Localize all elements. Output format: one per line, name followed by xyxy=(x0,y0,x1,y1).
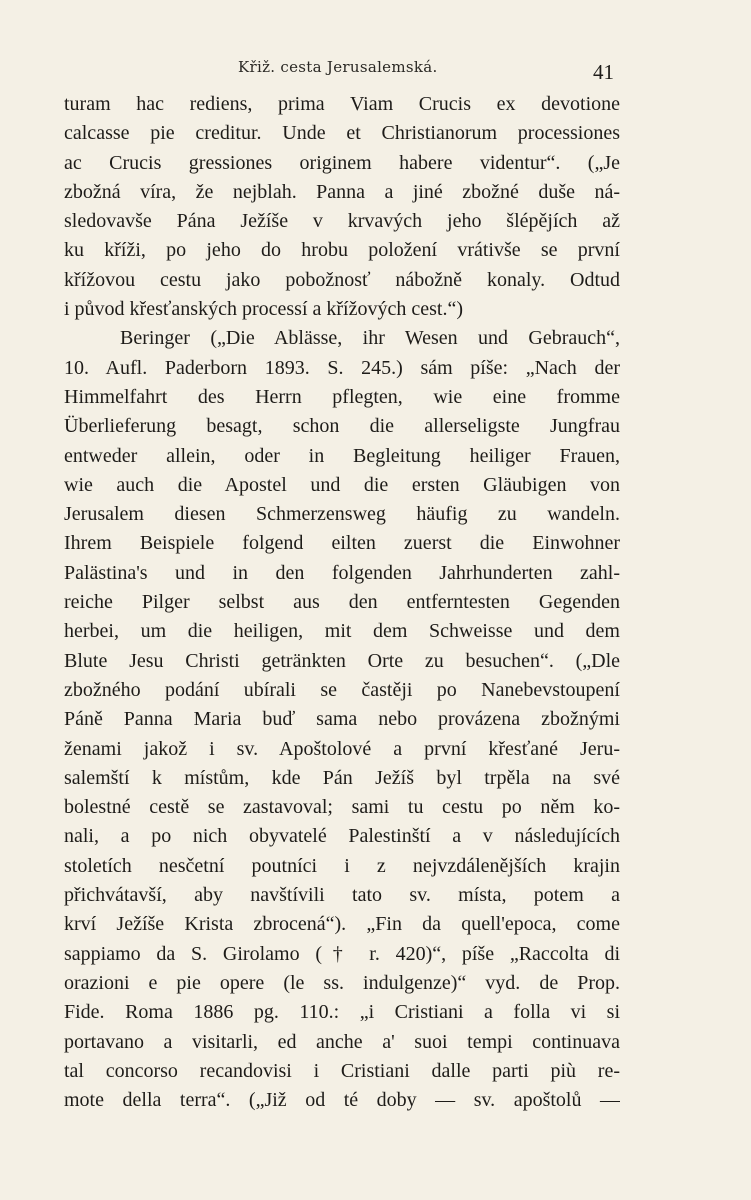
text-line: i původ křesťanských processí a křížových cest.“) xyxy=(64,298,463,321)
text-line: ženami jakož i sv. Apoštolové a první křesťané Jeru- xyxy=(64,737,620,760)
text-line: křížovou cestu jako pobožnosť nábožně konaly. Odtud xyxy=(64,268,620,291)
text-line: přichvátavší, aby navštívili tato sv. místa, potem a xyxy=(64,884,620,907)
text-line: salemští k místům, kde Pán Ježíš byl trpěla na své xyxy=(64,766,620,789)
text-line: Páně Panna Maria buď sama nebo provázena zbožnými xyxy=(64,708,620,731)
text-line: portavano a visitarli, ed anche a' suoi tempi continuava xyxy=(64,1030,620,1053)
text-line: calcasse pie creditur. Unde et Christianorum processiones xyxy=(64,122,620,145)
text-line: entweder allein, oder in Begleitung heiliger Frauen, xyxy=(64,444,620,467)
text-line: Fide. Roma 1886 pg. 110.: „i Cristiani a folla vi si xyxy=(64,1001,620,1024)
text-line: herbei, um die heiligen, mit dem Schweisse und dem xyxy=(64,620,620,643)
body-text xyxy=(64,90,620,1115)
text-line: Himmelfahrt des Herrn pflegten, wie eine fromme xyxy=(64,385,620,408)
text-line: zbožného podání ubírali se častěji po Nanebevstoupení xyxy=(64,678,620,701)
text-line: nali, a po nich obyvatelé Palestinští a v následujících xyxy=(64,825,620,848)
text-line: turam hac rediens, prima Viam Crucis ex devotione xyxy=(64,93,620,115)
text-line: mote della terra“. („Již od té doby — sv. apoštolů — xyxy=(64,1089,620,1112)
text-line: sappiamo da S. Girolamo († r. 420)“, píše „Raccolta di xyxy=(64,942,620,965)
text-line: ac Crucis gressiones originem habere videntur“. („Je xyxy=(64,151,620,174)
text-line: Blute Jesu Christi getränkten Orte zu besuchen“. („Dle xyxy=(64,649,620,672)
text-line: bolestné cestě se zastavoval; sami tu cestu po něm ko- xyxy=(64,796,620,819)
text-line: sledovavše Pána Ježíše v krvavých jeho šlépějích až xyxy=(64,210,620,233)
text-line: Überlieferung besagt, schon die allerseligste Jungfrau xyxy=(64,415,620,438)
running-title: Křiž. cesta Jerusalemská. xyxy=(238,58,438,76)
text-line: Jerusalem diesen Schmerzensweg häufig zu wandeln. xyxy=(64,503,620,526)
text-line: Beringer („Die Ablässe, ihr Wesen und Gebrauch“, xyxy=(120,327,620,350)
page-number: 41 xyxy=(593,60,614,84)
text-line: orazioni e pie opere (le ss. indulgenze)“ vyd. de Prop. xyxy=(64,971,620,994)
text-line: zbožná víra, že nejblah. Panna a jiné zbožné duše ná- xyxy=(64,180,620,203)
text-line: reiche Pilger selbst aus den entferntesten Gegenden xyxy=(64,591,620,614)
text-line: Ihrem Beispiele folgend eilten zuerst die Einwohner xyxy=(64,532,620,555)
text-line: stoletích nesčetní poutníci i z nejvzdálenějších krajin xyxy=(64,854,620,877)
text-line: 10. Aufl. Paderborn 1893. S. 245.) sám píše: „Nach der xyxy=(64,356,620,379)
text-line: tal concorso recandovisi i Cristiani dalle parti più re- xyxy=(64,1059,620,1082)
text-line: krví Ježíše Krista zbrocená“). „Fin da quell'epoca, come xyxy=(64,913,620,936)
text-line: Palästina's und in den folgenden Jahrhunderten zahl- xyxy=(64,561,620,584)
text-line: ku kříži, po jeho do hrobu položení vrátivše se první xyxy=(64,239,620,262)
text-line: wie auch die Apostel und die ersten Gläubigen von xyxy=(64,473,620,496)
